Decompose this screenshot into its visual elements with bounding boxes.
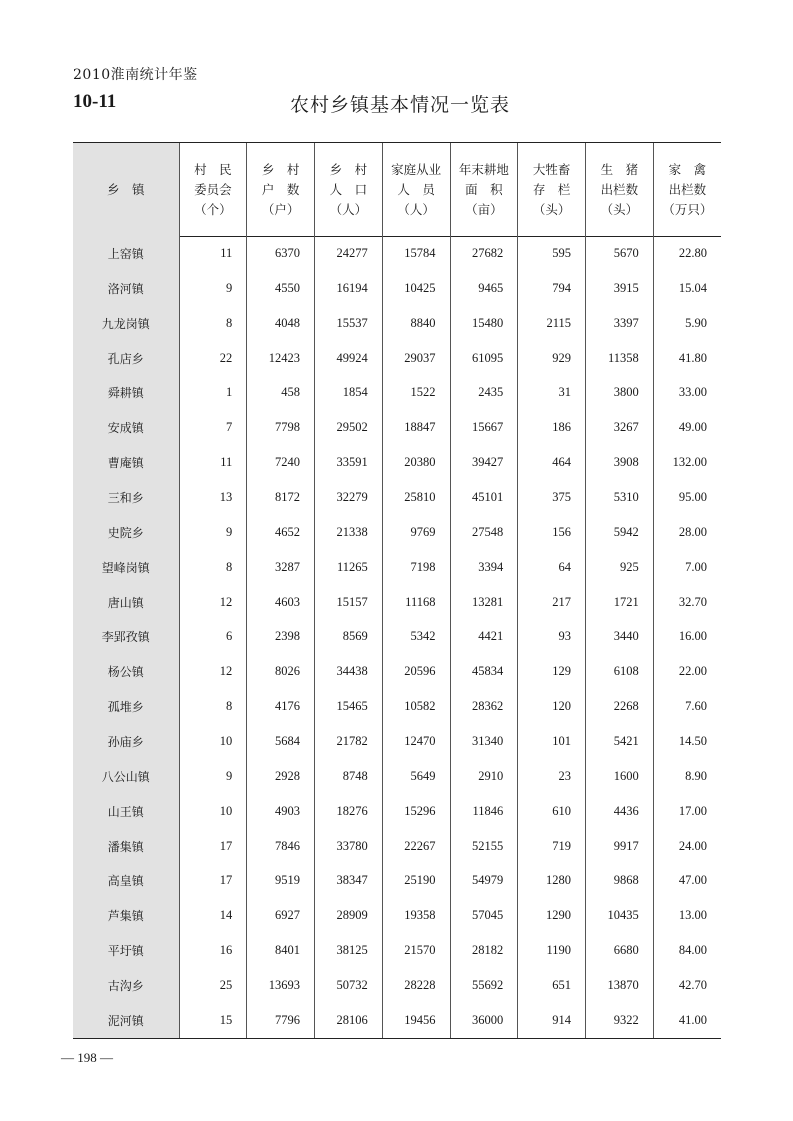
column-header-line: （人） xyxy=(397,201,435,217)
table-cell: 7 xyxy=(179,410,247,445)
table-cell: 64 xyxy=(518,550,586,585)
township-name: 八公山镇 xyxy=(73,759,179,794)
table-cell: 52155 xyxy=(450,829,518,864)
section-number: 10-11 xyxy=(73,91,117,112)
table-bottom-rule xyxy=(73,1038,721,1039)
table-cell: 15296 xyxy=(382,794,450,829)
table-cell: 15537 xyxy=(315,306,383,341)
table-cell: 28.00 xyxy=(653,515,721,550)
table-cell: 15157 xyxy=(315,585,383,620)
township-name: 平圩镇 xyxy=(73,933,179,968)
table-cell: 55692 xyxy=(450,968,518,1003)
table-row xyxy=(73,236,721,271)
table-cell: 16.00 xyxy=(653,619,721,654)
table-cell: 22 xyxy=(179,341,247,376)
table-cell: 6 xyxy=(179,619,247,654)
column-header-line: 户 数 xyxy=(261,181,300,197)
page-title: 农村乡镇基本情况一览表 xyxy=(290,94,511,116)
table-cell: 1190 xyxy=(518,933,586,968)
township-name: 山王镇 xyxy=(73,794,179,829)
column-header xyxy=(247,143,315,236)
table-cell: 28182 xyxy=(450,933,518,968)
table-cell: 3287 xyxy=(247,550,315,585)
table-cell: 29037 xyxy=(382,341,450,376)
table-cell: 24.00 xyxy=(653,829,721,864)
table-cell: 9465 xyxy=(450,271,518,306)
table-cell: 3440 xyxy=(586,619,654,654)
township-name: 九龙岗镇 xyxy=(73,306,179,341)
table-cell: 6927 xyxy=(247,898,315,933)
table-row xyxy=(73,759,721,794)
table-cell: 45101 xyxy=(450,480,518,515)
table-cell: 25 xyxy=(179,968,247,1003)
table-cell: 3397 xyxy=(586,306,654,341)
table-cell: 32.70 xyxy=(653,585,721,620)
table-cell: 595 xyxy=(518,236,586,271)
table-cell: 2910 xyxy=(450,759,518,794)
table-cell: 12470 xyxy=(382,724,450,759)
table-cell: 45834 xyxy=(450,654,518,689)
table-cell: 4176 xyxy=(247,689,315,724)
table-cell: 14.50 xyxy=(653,724,721,759)
table-cell: 914 xyxy=(518,1003,586,1038)
table-cell: 24277 xyxy=(315,236,383,271)
table-row xyxy=(73,794,721,829)
table-cell: 28362 xyxy=(450,689,518,724)
table-cell: 13.00 xyxy=(653,898,721,933)
table-cell: 101 xyxy=(518,724,586,759)
table-cell: 8172 xyxy=(247,480,315,515)
table-cell: 610 xyxy=(518,794,586,829)
table-cell: 8840 xyxy=(382,306,450,341)
table-row xyxy=(73,654,721,689)
column-header xyxy=(450,143,518,236)
table-cell: 129 xyxy=(518,654,586,689)
table-cell: 2268 xyxy=(586,689,654,724)
table-cell: 8401 xyxy=(247,933,315,968)
table-cell: 17 xyxy=(179,829,247,864)
table-cell: 8569 xyxy=(315,619,383,654)
table-row xyxy=(73,410,721,445)
column-header-line: 乡 镇 xyxy=(106,181,145,197)
column-header xyxy=(315,143,383,236)
table-cell: 41.00 xyxy=(653,1003,721,1038)
table-row xyxy=(73,968,721,1003)
table-cell: 13 xyxy=(179,480,247,515)
table-cell: 21782 xyxy=(315,724,383,759)
table-cell: 34438 xyxy=(315,654,383,689)
table-cell: 5310 xyxy=(586,480,654,515)
table-cell: 42.70 xyxy=(653,968,721,1003)
table-cell: 25810 xyxy=(382,480,450,515)
table-cell: 57045 xyxy=(450,898,518,933)
table-cell: 41.80 xyxy=(653,341,721,376)
table-cell: 32279 xyxy=(315,480,383,515)
table-cell: 8 xyxy=(179,550,247,585)
township-name: 潘集镇 xyxy=(73,829,179,864)
table-cell: 9 xyxy=(179,271,247,306)
column-header-line: （个） xyxy=(194,201,232,217)
column-header-line: 大牲畜 xyxy=(532,161,571,177)
table-cell: 15465 xyxy=(315,689,383,724)
table-cell: 651 xyxy=(518,968,586,1003)
table-cell: 61095 xyxy=(450,341,518,376)
yearbook-title: 2010淮南统计年鉴 xyxy=(73,67,198,83)
table-cell: 21338 xyxy=(315,515,383,550)
table-row xyxy=(73,515,721,550)
table-cell: 3915 xyxy=(586,271,654,306)
table-cell: 1600 xyxy=(586,759,654,794)
table-cell: 15480 xyxy=(450,306,518,341)
header-row xyxy=(73,143,721,236)
table-cell: 4550 xyxy=(247,271,315,306)
table-cell: 54979 xyxy=(450,863,518,898)
column-header-line: （头） xyxy=(532,201,571,217)
table-cell: 1854 xyxy=(315,375,383,410)
table-cell: 7846 xyxy=(247,829,315,864)
column-header-line: 生 猪 xyxy=(600,161,639,177)
table-row xyxy=(73,550,721,585)
table-cell: 31 xyxy=(518,375,586,410)
column-header-line: 人 口 xyxy=(329,181,368,197)
table-cell: 9868 xyxy=(586,863,654,898)
table-cell: 20596 xyxy=(382,654,450,689)
table-cell: 1522 xyxy=(382,375,450,410)
table-body xyxy=(73,236,721,1038)
table-cell: 186 xyxy=(518,410,586,445)
table-cell: 27682 xyxy=(450,236,518,271)
table-cell: 20380 xyxy=(382,445,450,480)
table-cell: 16194 xyxy=(315,271,383,306)
township-name: 曹庵镇 xyxy=(73,445,179,480)
table-row xyxy=(73,306,721,341)
township-name: 唐山镇 xyxy=(73,585,179,620)
table-cell: 4048 xyxy=(247,306,315,341)
table-cell: 3908 xyxy=(586,445,654,480)
township-name: 三和乡 xyxy=(73,480,179,515)
township-name: 泥河镇 xyxy=(73,1003,179,1038)
table-cell: 28909 xyxy=(315,898,383,933)
township-name: 杨公镇 xyxy=(73,654,179,689)
column-header xyxy=(586,143,654,236)
table-cell: 17 xyxy=(179,863,247,898)
table-row xyxy=(73,375,721,410)
table-cell: 9519 xyxy=(247,863,315,898)
table-cell: 156 xyxy=(518,515,586,550)
table-cell: 132.00 xyxy=(653,445,721,480)
table-cell: 15667 xyxy=(450,410,518,445)
table-cell: 49924 xyxy=(315,341,383,376)
township-name: 孤堆乡 xyxy=(73,689,179,724)
table-cell: 11 xyxy=(179,445,247,480)
table-row xyxy=(73,724,721,759)
table-cell: 4652 xyxy=(247,515,315,550)
table-cell: 28228 xyxy=(382,968,450,1003)
table-cell: 10425 xyxy=(382,271,450,306)
table-cell: 93 xyxy=(518,619,586,654)
table-cell: 7.60 xyxy=(653,689,721,724)
table-cell: 4421 xyxy=(450,619,518,654)
table-cell: 10435 xyxy=(586,898,654,933)
table-cell: 7198 xyxy=(382,550,450,585)
table-row xyxy=(73,933,721,968)
column-header-line: 出栏数 xyxy=(668,181,707,197)
column-header-line: 年末耕地 xyxy=(458,161,509,177)
table-cell: 458 xyxy=(247,375,315,410)
column-header-line: 家庭从业 xyxy=(391,161,442,177)
table-cell: 16 xyxy=(179,933,247,968)
column-header-line: （亩） xyxy=(465,201,503,217)
table-cell: 8 xyxy=(179,689,247,724)
table-cell: 38347 xyxy=(315,863,383,898)
township-name: 古沟乡 xyxy=(73,968,179,1003)
table-cell: 11168 xyxy=(382,585,450,620)
table-cell: 1721 xyxy=(586,585,654,620)
table-cell: 4436 xyxy=(586,794,654,829)
table-cell: 33591 xyxy=(315,445,383,480)
column-header xyxy=(73,143,179,236)
table-cell: 84.00 xyxy=(653,933,721,968)
table-cell: 9 xyxy=(179,759,247,794)
table-cell: 12 xyxy=(179,654,247,689)
table-cell: 95.00 xyxy=(653,480,721,515)
table-cell: 929 xyxy=(518,341,586,376)
township-name: 李郢孜镇 xyxy=(73,619,179,654)
table-cell: 9917 xyxy=(586,829,654,864)
table-cell: 8748 xyxy=(315,759,383,794)
township-name: 史院乡 xyxy=(73,515,179,550)
table-cell: 8026 xyxy=(247,654,315,689)
table-row xyxy=(73,898,721,933)
table-cell: 13693 xyxy=(247,968,315,1003)
table-cell: 375 xyxy=(518,480,586,515)
table-cell: 23 xyxy=(518,759,586,794)
column-header-line: （万只） xyxy=(662,201,713,217)
table-cell: 22.80 xyxy=(653,236,721,271)
table-cell: 120 xyxy=(518,689,586,724)
table-row xyxy=(73,829,721,864)
column-header-line: 乡 村 xyxy=(329,161,368,177)
table-cell: 7240 xyxy=(247,445,315,480)
table-cell: 2115 xyxy=(518,306,586,341)
table-cell: 1 xyxy=(179,375,247,410)
table-row xyxy=(73,341,721,376)
table-cell: 15.04 xyxy=(653,271,721,306)
table-cell: 10582 xyxy=(382,689,450,724)
table-cell: 5421 xyxy=(586,724,654,759)
table-cell: 11265 xyxy=(315,550,383,585)
table-cell: 29502 xyxy=(315,410,383,445)
table-cell: 9 xyxy=(179,515,247,550)
table-cell: 10 xyxy=(179,724,247,759)
table-cell: 3267 xyxy=(586,410,654,445)
table-cell: 47.00 xyxy=(653,863,721,898)
column-header-line: 人 员 xyxy=(397,181,435,197)
table-cell: 36000 xyxy=(450,1003,518,1038)
table-cell: 10 xyxy=(179,794,247,829)
table-row xyxy=(73,585,721,620)
table-cell: 4603 xyxy=(247,585,315,620)
table-cell: 21570 xyxy=(382,933,450,968)
table-cell: 13870 xyxy=(586,968,654,1003)
table-row xyxy=(73,619,721,654)
table-cell: 3394 xyxy=(450,550,518,585)
table-cell: 5649 xyxy=(382,759,450,794)
table-cell: 11358 xyxy=(586,341,654,376)
table-cell: 3800 xyxy=(586,375,654,410)
table-cell: 464 xyxy=(518,445,586,480)
table-cell: 1280 xyxy=(518,863,586,898)
column-header-line: （户） xyxy=(261,201,300,217)
column-header xyxy=(653,143,721,236)
table-cell: 50732 xyxy=(315,968,383,1003)
table-cell: 38125 xyxy=(315,933,383,968)
table-cell: 19358 xyxy=(382,898,450,933)
table-cell: 39427 xyxy=(450,445,518,480)
column-header-line: 面 积 xyxy=(465,181,503,197)
table-cell: 794 xyxy=(518,271,586,306)
township-name: 舜耕镇 xyxy=(73,375,179,410)
table-row xyxy=(73,863,721,898)
table-cell: 33780 xyxy=(315,829,383,864)
column-header-line: 出栏数 xyxy=(600,181,639,197)
township-statistics-table xyxy=(73,143,721,1038)
table-cell: 5670 xyxy=(586,236,654,271)
table-cell: 4903 xyxy=(247,794,315,829)
table-cell: 925 xyxy=(586,550,654,585)
table-row xyxy=(73,271,721,306)
column-header-line: 家 禽 xyxy=(668,161,707,177)
township-name: 芦集镇 xyxy=(73,898,179,933)
table-cell: 5684 xyxy=(247,724,315,759)
table-row xyxy=(73,689,721,724)
column-header-line: （人） xyxy=(329,201,368,217)
table-cell: 25190 xyxy=(382,863,450,898)
table-cell: 27548 xyxy=(450,515,518,550)
column-header xyxy=(382,143,450,236)
township-name: 洛河镇 xyxy=(73,271,179,306)
table-cell: 2435 xyxy=(450,375,518,410)
table-cell: 19456 xyxy=(382,1003,450,1038)
township-name: 安成镇 xyxy=(73,410,179,445)
table-cell: 9769 xyxy=(382,515,450,550)
column-header-line: 村 民 xyxy=(194,161,232,177)
table-cell: 17.00 xyxy=(653,794,721,829)
table-row xyxy=(73,480,721,515)
table-cell: 7.00 xyxy=(653,550,721,585)
table-cell: 719 xyxy=(518,829,586,864)
table-cell: 12423 xyxy=(247,341,315,376)
page-number: — 198 — xyxy=(61,1050,113,1065)
table-cell: 2928 xyxy=(247,759,315,794)
table-row xyxy=(73,1003,721,1038)
table-cell: 28106 xyxy=(315,1003,383,1038)
table-cell: 6370 xyxy=(247,236,315,271)
table-row xyxy=(73,445,721,480)
table-cell: 1290 xyxy=(518,898,586,933)
township-name: 高皇镇 xyxy=(73,863,179,898)
table-cell: 49.00 xyxy=(653,410,721,445)
table-cell: 14 xyxy=(179,898,247,933)
table-cell: 5.90 xyxy=(653,306,721,341)
township-name: 孔店乡 xyxy=(73,341,179,376)
table-cell: 12 xyxy=(179,585,247,620)
column-header-line: 存 栏 xyxy=(532,181,571,197)
table-cell: 15 xyxy=(179,1003,247,1038)
table-cell: 11 xyxy=(179,236,247,271)
table-cell: 31340 xyxy=(450,724,518,759)
table-cell: 22.00 xyxy=(653,654,721,689)
table-cell: 18276 xyxy=(315,794,383,829)
township-name: 孙庙乡 xyxy=(73,724,179,759)
table-cell: 22267 xyxy=(382,829,450,864)
table-header xyxy=(73,143,721,236)
table-cell: 7798 xyxy=(247,410,315,445)
table-cell: 13281 xyxy=(450,585,518,620)
table-cell: 217 xyxy=(518,585,586,620)
table-cell: 8 xyxy=(179,306,247,341)
column-header xyxy=(518,143,586,236)
table-cell: 5342 xyxy=(382,619,450,654)
table-cell: 2398 xyxy=(247,619,315,654)
column-header-line: 乡 村 xyxy=(261,161,300,177)
table-cell: 11846 xyxy=(450,794,518,829)
column-header-line: 委员会 xyxy=(194,181,232,197)
township-name: 上窑镇 xyxy=(73,236,179,271)
table-cell: 15784 xyxy=(382,236,450,271)
table-cell: 8.90 xyxy=(653,759,721,794)
column-header-line: （头） xyxy=(600,201,639,217)
table-cell: 9322 xyxy=(586,1003,654,1038)
table-cell: 18847 xyxy=(382,410,450,445)
column-header xyxy=(179,143,247,236)
township-name: 望峰岗镇 xyxy=(73,550,179,585)
table-cell: 7796 xyxy=(247,1003,315,1038)
table-cell: 6680 xyxy=(586,933,654,968)
table-cell: 5942 xyxy=(586,515,654,550)
table-cell: 6108 xyxy=(586,654,654,689)
table-cell: 33.00 xyxy=(653,375,721,410)
